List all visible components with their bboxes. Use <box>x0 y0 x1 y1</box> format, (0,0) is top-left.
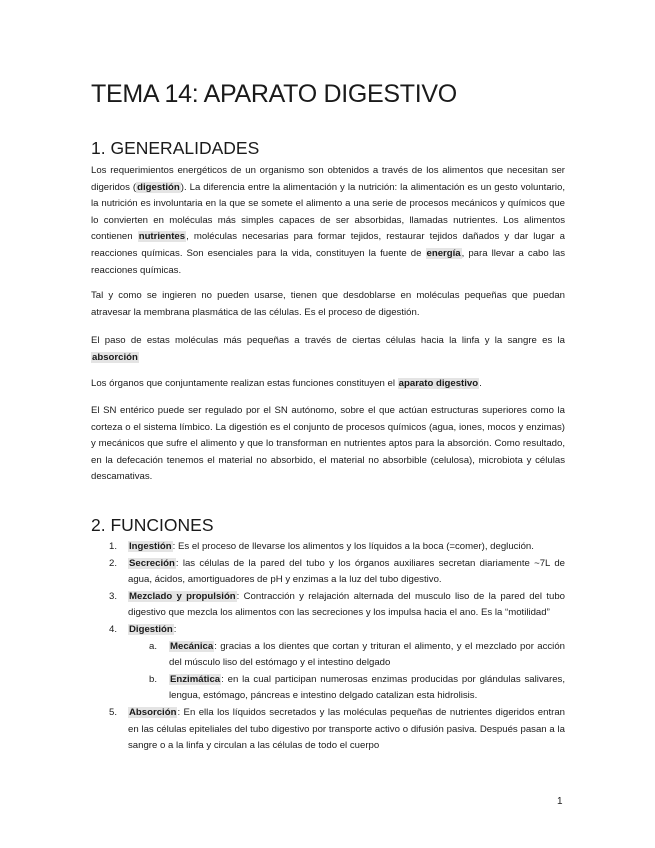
list-number: 2. <box>109 557 118 569</box>
sub-list-text: : en la cual participan numerosas enzimas producidas por glándulas salivares, lengua, estómago, páncreas e intestino delgado catalizan esta hidrolisis. <box>169 673 565 702</box>
sub-list-item <box>91 672 565 705</box>
text-run: , moléculas necesarias para formar tejidos, restaurar tejidos dañados y dar lugar a reacciones químicas. Son esenciales para la vida, constituyen la fuente de <box>91 231 565 259</box>
list-number: 1. <box>109 541 118 552</box>
paragraph-requerimientos <box>91 163 565 279</box>
sub-list-letter: a. <box>149 640 158 652</box>
page-title: TEMA 14: APARATO DIGESTIVO <box>91 80 457 108</box>
list-item <box>91 556 565 589</box>
text-run: , para llevar a cabo las reacciones químicas. <box>91 247 565 276</box>
page-number: 1 <box>557 796 563 807</box>
list-item <box>91 705 565 755</box>
list-term: Digestión <box>129 623 173 635</box>
paragraph-absorcion <box>91 333 565 366</box>
section-heading-generalidades: 1. GENERALIDADES <box>91 138 260 158</box>
section-heading-funciones: 2. FUNCIONES <box>91 515 214 535</box>
sub-list-letter: b. <box>149 673 158 685</box>
highlight-digestion: digestión <box>137 181 180 193</box>
text-run: Los órganos que conjuntamente realizan estas funciones constituyen el <box>91 378 398 389</box>
sub-list-term: Enzimática <box>170 673 221 685</box>
text-run: Los requerimientos energéticos de un organismo son obtenidos a través de los alimentos que necesitan ser digeridos ( <box>91 165 565 193</box>
list-item <box>91 622 565 639</box>
text-run: ). La diferencia entre la alimentación y la nutrición: la alimentación es un gesto voluntario, la nutrición es involuntaria en la que se somete el alimento a una serie de procesos mecánicos y químicos que lo convierten en moléculas más simples capaces de ser absorbidas, llamadas nutrientes. Los alimentos contienen <box>91 181 565 243</box>
list-number: 5. <box>109 706 118 718</box>
list-term: Mezclado y propulsión <box>129 590 236 602</box>
sub-list-text: : gracias a los dientes que cortan y trituran el alimento, y el mezclado por acción del músculo liso del estómago y el intestino delgado <box>169 640 565 669</box>
list-text: : <box>173 623 177 635</box>
sub-list-term: Mecánica <box>170 640 214 652</box>
paragraph-desdoblarse: Tal y como se ingieren no pueden usarse, tienen que desdoblarse en moléculas pequeñas que puedan atravesar la membrana plasmática de las células. Es el proceso de digestión. <box>91 290 565 318</box>
paragraph-sn-enterico: El SN entérico puede ser regulado por el SN autónomo, sobre el que actúan estructuras superiores como la corteza o el sistema límbico. La digestión es el conjunto de procesos químicos (agua, iones, mocos y enzimas) y mecánicos que sufre el alimento y que lo transforman en nutrientes aptos para la absorción. Como resultado, en la defecación tenemos el material no absorbido, el material no absorbible (celulosa), microbiota y células descamativas. <box>91 405 565 483</box>
list-text: : En ella los líquidos secretados y las moléculas pequeñas de nutrientes digeridos entran en las células epiteliales del tubo digestivo por transporte activo o difusión pasiva. Después pasan a la sangre o a la linfa y circulan a las células de todo el cuerpo <box>128 706 565 752</box>
list-text: : Contracción y relajación alternada del musculo liso de la pared del tubo digestivo que mezcla los alimentos con las secreciones y los impulsa hacia el ano. Es la “motilidad” <box>128 590 565 619</box>
highlight-energia: energía <box>426 247 461 259</box>
list-number: 3. <box>109 590 118 602</box>
functions-list <box>91 539 565 755</box>
list-number: 4. <box>109 623 118 635</box>
list-term: Absorción <box>129 706 177 718</box>
text-run: . <box>479 378 482 389</box>
text-run: El paso de estas moléculas más pequeñas a través de ciertas células hacia la linfa y la sangre es la <box>91 335 565 346</box>
paragraph-organos <box>91 376 565 393</box>
list-term: Ingestión <box>129 541 172 552</box>
list-term: Secreción <box>129 557 175 569</box>
list-item <box>91 539 565 556</box>
highlight-absorcion: absorción <box>92 351 138 363</box>
highlight-aparato-digestivo: aparato digestivo <box>398 378 479 389</box>
list-item <box>91 589 565 622</box>
list-text: : Es el proceso de llevarse los alimentos y los líquidos a la boca (=comer), deglución. <box>172 541 534 552</box>
sub-list-item <box>91 639 565 672</box>
list-text: : las células de la pared del tubo y los órganos auxiliares secretan diariamente ~7L de agua, ácidos, amortiguadores de pH y enzimas a la luz del tubo digestivo. <box>128 557 565 586</box>
highlight-nutrientes: nutrientes <box>138 231 186 243</box>
